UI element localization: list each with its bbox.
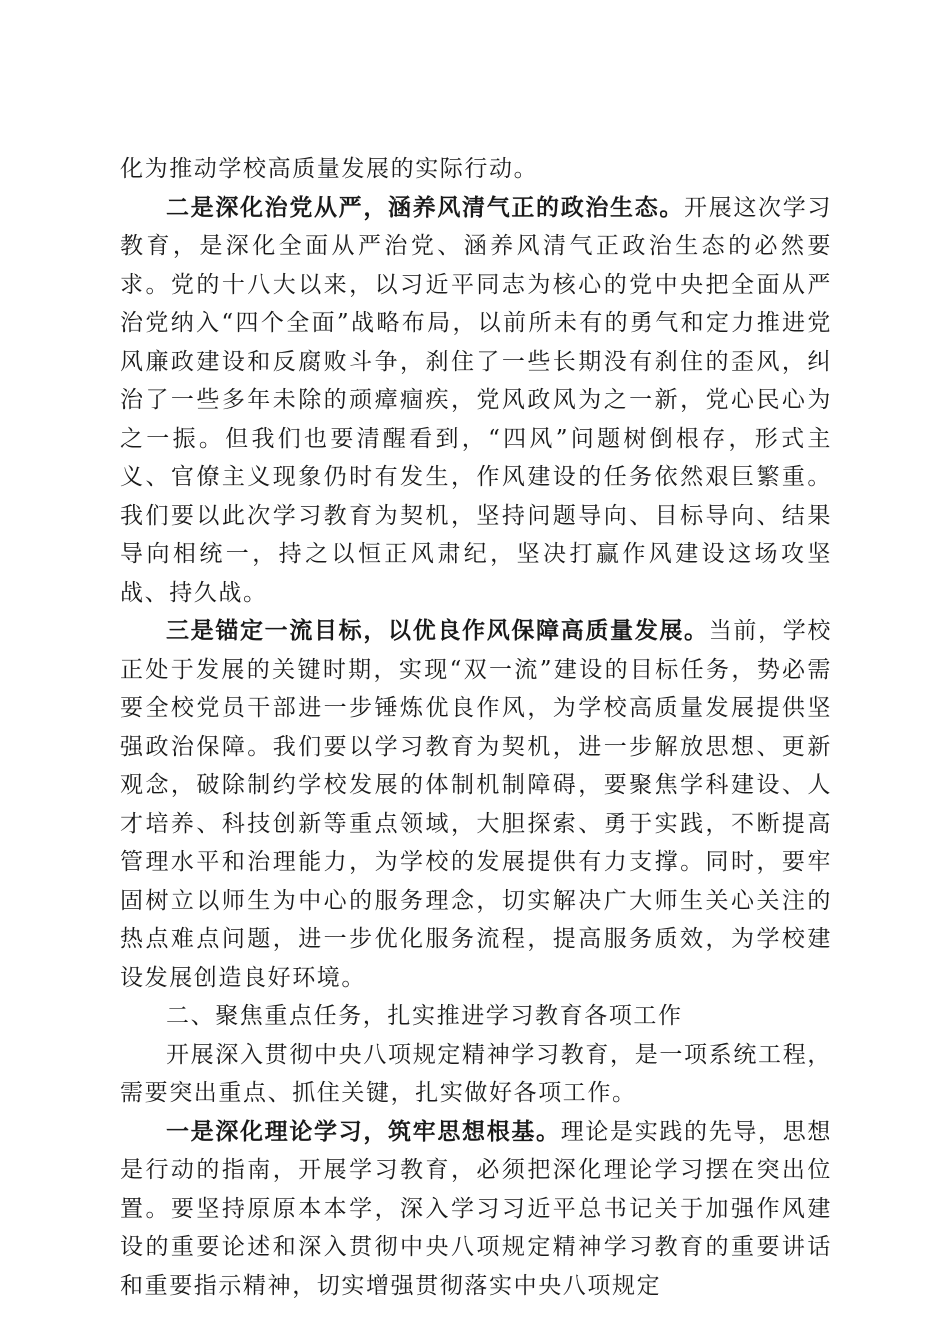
paragraph-continuation (120, 150, 832, 189)
paragraph-point-two (120, 189, 832, 613)
paragraph-lead: 二是深化治党从严，涵养风清气正的政治生态。 (166, 194, 685, 221)
paragraph-text: 化为推动学校高质量发展的实际行动。 (120, 156, 539, 182)
paragraph-text: 理论是实践的先导，思想是行动的指南，开展学习教育，必须把深化理论学习摆在突出位置。要坚持原原本本学，深入学习习近平总书记关于加强作风建设的重要论述和深入贯彻中央八项规定精神学习教育的重要讲话和重要指示精神，切实增强贯彻落实中央八项规定 (120, 1118, 832, 1299)
paragraph-point-one (120, 1113, 832, 1306)
paragraph-lead: 一是深化理论学习，筑牢思想根基。 (166, 1118, 561, 1145)
paragraph-text: 当前，学校正处于发展的关键时期，实现“双一流”建设的目标任务，势必需要全校党员干部进一步锤炼优良作风，为学校高质量发展提供坚强政治保障。我们要以学习教育为契机，进一步解放思想、更新观念，破除制约学校发展的体制机制障碍，要聚焦学科建设、人才培养、科技创新等重点领域，大胆探索、勇于实践，不断提高管理水平和治理能力，为学校的发展提供有力支撑。同时，要牢固树立以师生为中心的服务理念，切实解决广大师生关心关注的热点难点问题，进一步优化服务流程，提高服务质效，为学校建设发展创造良好环境。 (120, 618, 833, 991)
paragraph-text: 开展深入贯彻中央八项规定精神学习教育，是一项系统工程，需要突出重点、抓住关键，扎实做好各项工作。 (120, 1041, 832, 1106)
section-heading: 二、聚焦重点任务，扎实推进学习教育各项工作 (166, 1003, 683, 1029)
paragraph-lead: 三是锚定一流目标，以优良作风保障高质量发展。 (166, 618, 709, 644)
paragraph-section-intro (120, 1036, 832, 1113)
paragraph-text: 开展这次学习教育，是深化全面从严治党、涵养风清气正政治生态的必然要求。党的十八大以来，以习近平同志为核心的党中央把全面从严治党纳入“四个全面”战略布局，以前所未有的勇气和定力推进党风廉政建设和反腐败斗争，刹住了一些长期没有刹住的歪风，纠治了一些多年未除的顽瘴痼疾，党风政风为之一新，党心民心为之一振。但我们也要清醒看到，“四风”问题树倒根存，形式主义、官僚主义现象仍时有发生，作风建设的任务依然艰巨繁重。我们要以此次学习教育为契机，坚持问题导向、目标导向、结果导向相统一，持之以恒正风肃纪，坚决打赢作风建设这场攻坚战、持久战。 (120, 194, 832, 606)
document-page (120, 150, 832, 1305)
paragraph-point-three (120, 612, 832, 997)
